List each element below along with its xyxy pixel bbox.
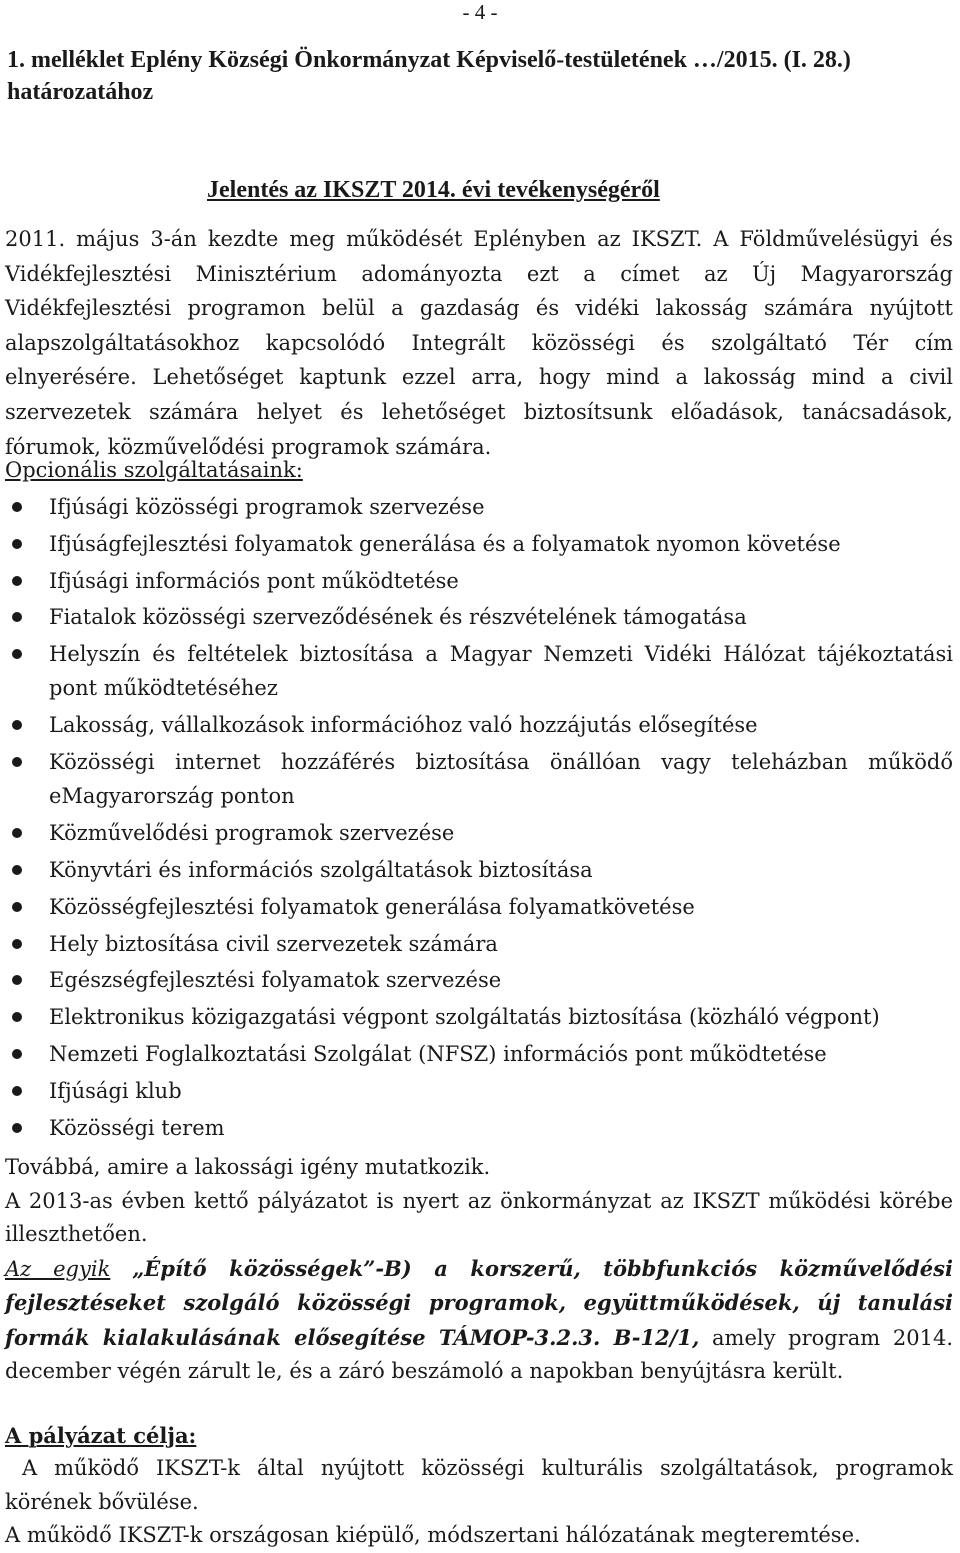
intro-sentence-1: 2011. május 3-án kezdte meg működését Eplényben az IKSZT. A Földművelésügyi és Vidékfejlesztési Minisztérium adományozta ezt a címet az Új Magyarország Vidékfejlesztési programon belül a gazdaság és vidéki lakosság számára nyújtott alapszolgáltatásokhoz kapcsolódó Integrált közösségi és szolgáltató Tér cím elnyerésére. bbox=[5, 227, 953, 390]
list-item: Közösségfejlesztési folyamatok generálása folyamatkövetése bbox=[0, 890, 953, 924]
list-item: Közösségi internet hozzáférés biztosítása önállóan vagy teleházban működő eMagyarország ponton bbox=[0, 745, 953, 814]
intro-paragraph bbox=[5, 222, 953, 464]
grant-one-rest: amely program 2014. december végén zárult le, és a záró beszámoló a napokban benyújtásra került. bbox=[5, 1325, 954, 1383]
bullet-icon bbox=[12, 865, 22, 875]
list-item: Ifjúságfejlesztési folyamatok generálása és a folyamatok nyomon követése bbox=[0, 527, 953, 561]
bullet-icon bbox=[12, 576, 22, 586]
list-item: Egészségfejlesztési folyamatok szervezése bbox=[0, 963, 953, 997]
list-item: Közösségi terem bbox=[0, 1111, 953, 1145]
bullet-icon bbox=[12, 502, 22, 512]
bullet-icon bbox=[12, 649, 22, 659]
list-item: Ifjúsági közösségi programok szervezése bbox=[0, 490, 953, 524]
list-item: Fiatalok közösségi szerveződésének és részvételének támogatása bbox=[0, 600, 953, 634]
spacer bbox=[5, 1389, 953, 1419]
list-item: Lakosság, vállalkozások információhoz való hozzájutás elősegítése bbox=[0, 708, 953, 742]
optional-services-heading: Opcionális szolgáltatásaink: bbox=[5, 458, 303, 482]
bullet-icon bbox=[12, 1049, 22, 1059]
bullet-icon bbox=[12, 902, 22, 912]
bullet-icon bbox=[12, 757, 22, 767]
bullet-icon bbox=[12, 612, 22, 622]
further-needs-text: Továbbá, amire a lakossági igény mutatkozik. bbox=[5, 1155, 491, 1179]
report-title: Jelentés az IKSZT 2014. évi tevékenységéről bbox=[207, 177, 660, 203]
goal-heading: A pályázat célja: bbox=[5, 1422, 197, 1448]
list-item: Könyvtári és információs szolgáltatások biztosítása bbox=[0, 853, 953, 887]
bullet-icon bbox=[12, 828, 22, 838]
goal-item-1: A működő IKSZT-k által nyújtott közösségi kulturális szolgáltatások, programok körének bővülése. bbox=[5, 1456, 953, 1514]
bullet-icon bbox=[12, 939, 22, 949]
list-item: Közművelődési programok szervezése bbox=[0, 816, 953, 850]
intro-sentence-2: Lehetőséget kaptunk ezzel arra, hogy mind a lakosság mind a civil szervezetek számára helyet és lehetőséget biztosítsunk előadások, tanácsadások, fórumok, közművelődési programok számára. bbox=[5, 365, 953, 459]
bullet-icon bbox=[12, 1012, 22, 1022]
list-item: Ifjúsági klub bbox=[0, 1074, 953, 1108]
optional-services-list bbox=[0, 490, 953, 1147]
grant-one-paragraph bbox=[5, 1252, 953, 1389]
annex-title: 1. melléklet Eplény Községi Önkormányzat Képviselő-testületének …/2015. (I. 28.) határozatához bbox=[7, 47, 851, 105]
list-item: Helyszín és feltételek biztosítása a Magyar Nemzeti Vidéki Hálózat tájékoztatási pont működtetéséhez bbox=[0, 637, 953, 706]
bullet-icon bbox=[12, 1086, 22, 1096]
bullet-icon bbox=[12, 975, 22, 985]
page-number: - 4 - bbox=[462, 0, 498, 24]
list-item: Nemzeti Foglalkoztatási Szolgálat (NFSZ) információs pont működtetése bbox=[0, 1037, 953, 1071]
closing-section bbox=[5, 1151, 953, 1553]
grant-one-project: „Építő közösségek”-B) a korszerű, többfunkciós közművelődési fejlesztéseket szolgáló közösségi programok, együttműködések, új tanulási formák kialakulásának elősegítése TÁMOP-3.2.3. B-12/1, bbox=[5, 1255, 953, 1350]
grant-one-lead: Az egyik bbox=[5, 1256, 111, 1281]
bullet-icon bbox=[12, 539, 22, 549]
goal-item-2: A működő IKSZT-k országosan kiépülő, módszertani hálózatának megteremtése. bbox=[5, 1523, 861, 1547]
list-item: Hely biztosítása civil szervezetek számára bbox=[0, 927, 953, 961]
bullet-icon bbox=[12, 1123, 22, 1133]
list-item: Ifjúsági információs pont működtetése bbox=[0, 564, 953, 598]
grants-intro-text: A 2013-as évben kettő pályázatot is nyert az önkormányzat az IKSZT működési körébe illeszthetően. bbox=[5, 1188, 953, 1246]
bullet-icon bbox=[12, 720, 22, 730]
list-item: Elektronikus közigazgatási végpont szolgáltatás biztosítása (közháló végpont) bbox=[0, 1000, 953, 1034]
